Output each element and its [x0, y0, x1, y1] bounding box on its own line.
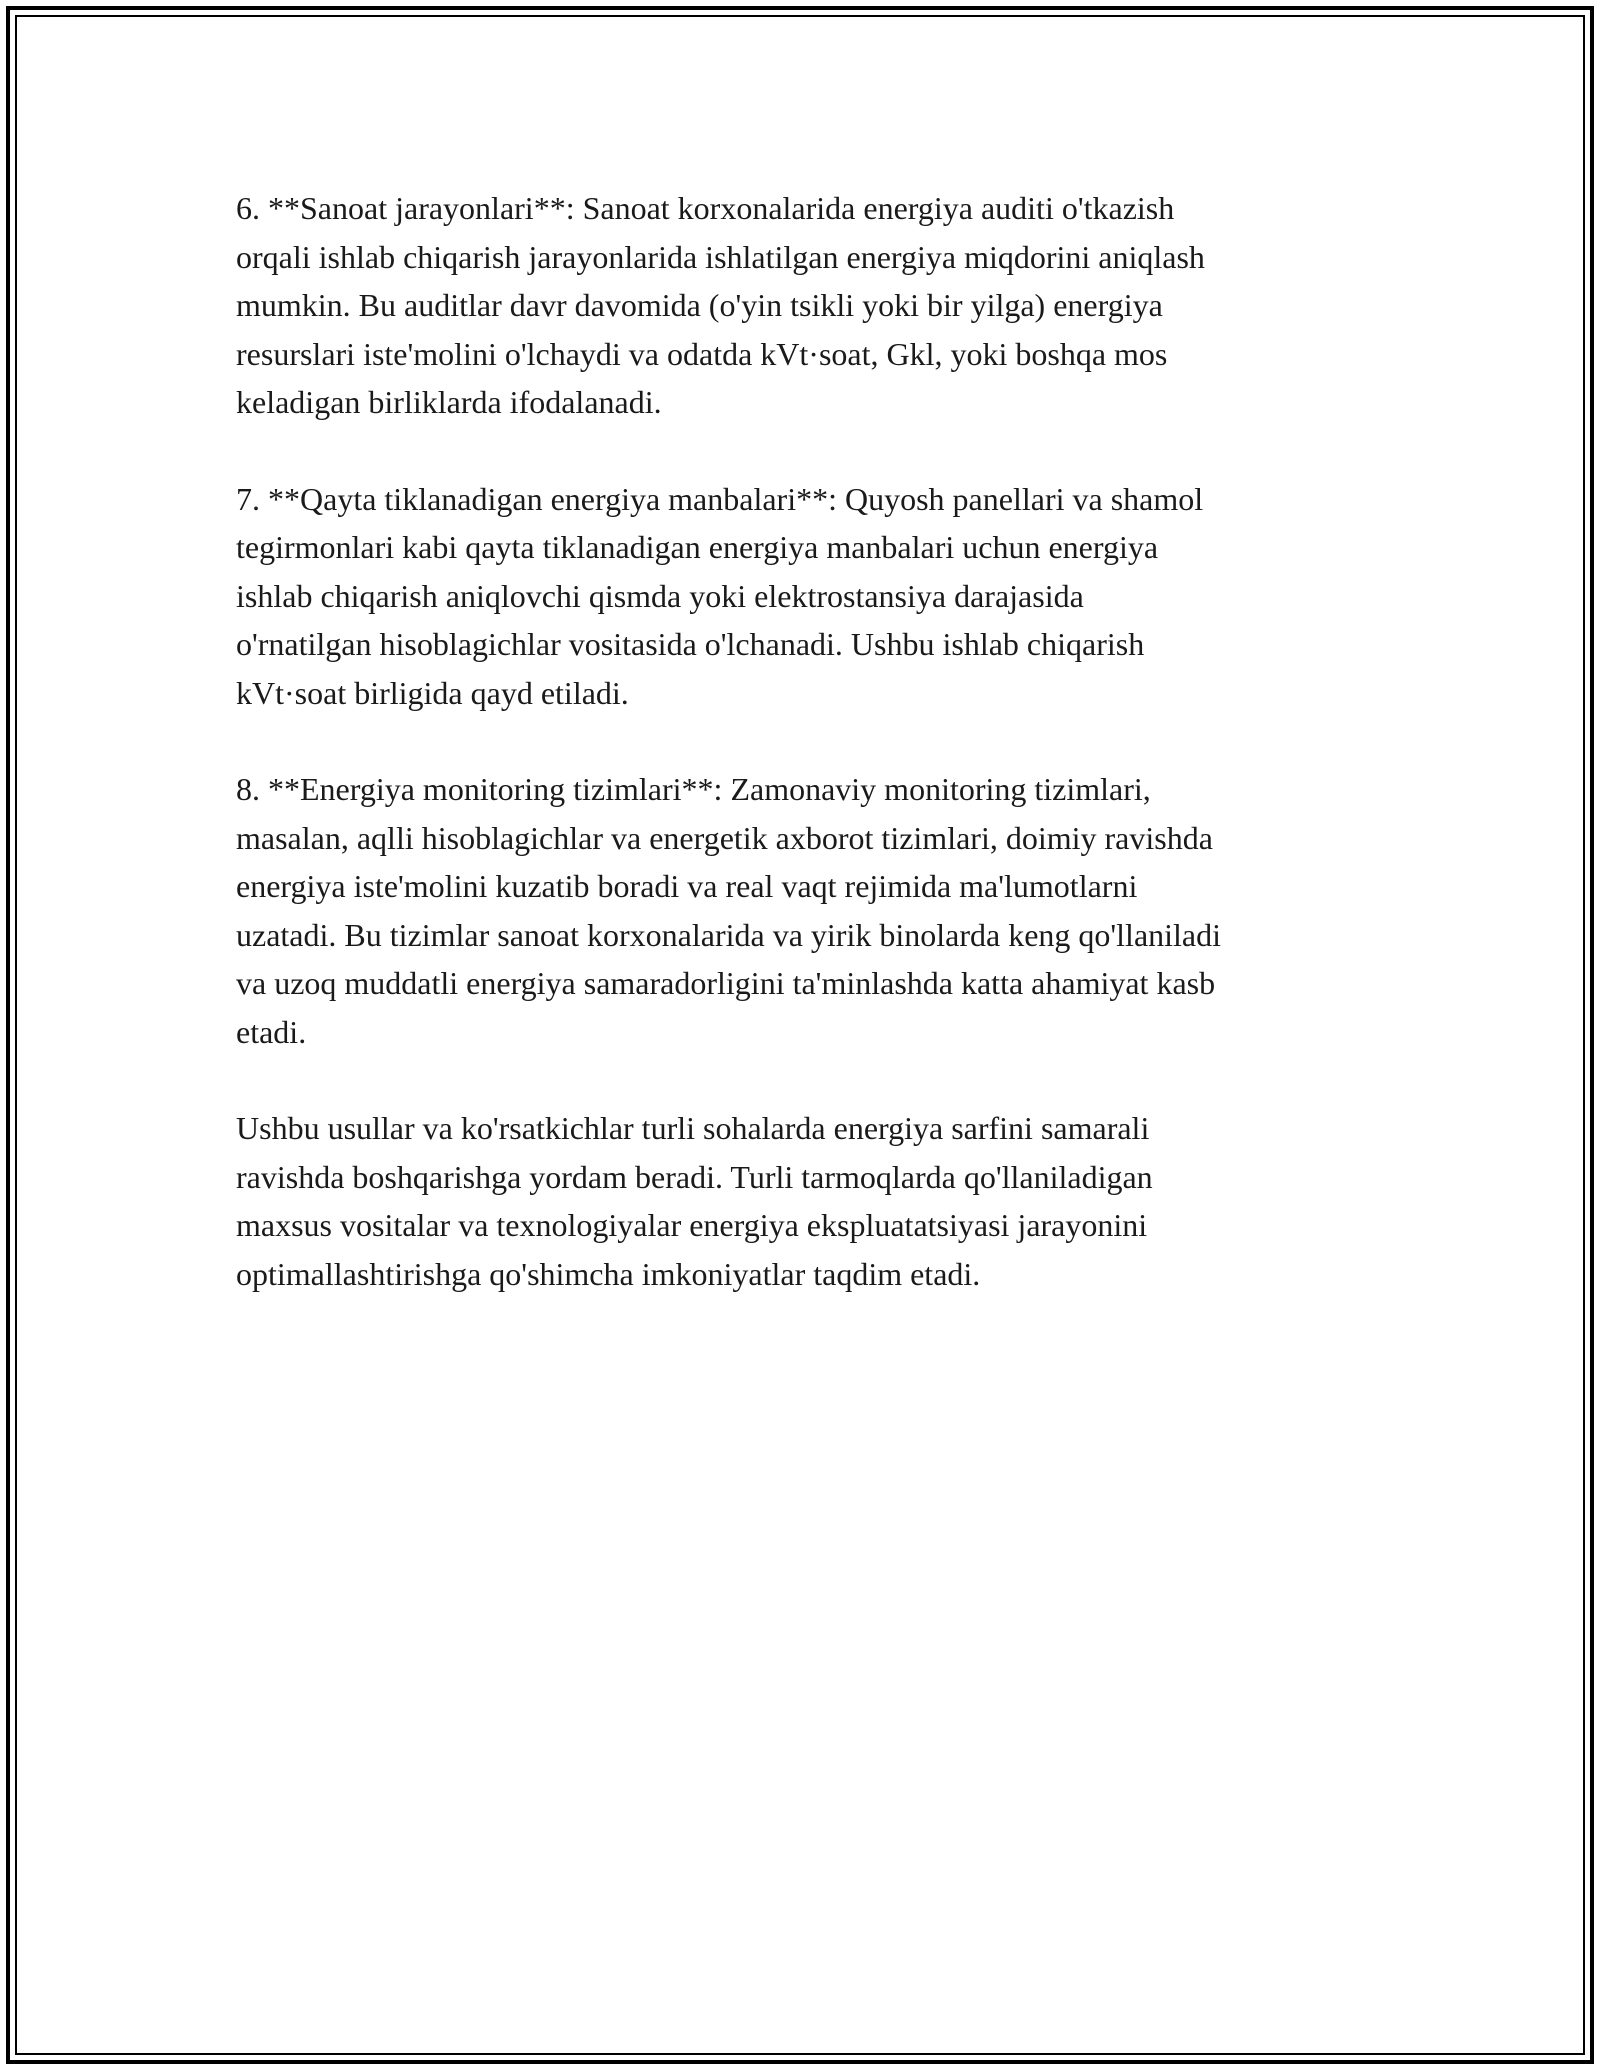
paragraph-conclusion: Ushbu usullar va ko'rsatkichlar turli sohalarda energiya sarfini samarali ravishda boshqarishga yordam beradi. Turli tarmoqlarda qo'llaniladigan maxsus vositalar va texnologiyalar energiya ekspluatatsiyasi jarayonini optimallashtirishga qo'shimcha imkoniyatlar taqdim etadi.: [236, 1110, 1153, 1292]
document-body: [236, 184, 1366, 1346]
paragraph-industrial-processes: 6. **Sanoat jarayonlari**: Sanoat korxonalarida energiya auditi o'tkazish orqali ishlab chiqarish jarayonlarida ishlatilgan energiya miqdorini aniqlash mumkin. Bu auditlar davr davomida (o'yin tsikli yoki bir yilga) energiya resurslari iste'molini o'lchaydi va odatda kVt·soat, Gkl, yoki boshqa mos keladigan birliklarda ifodalanadi.: [236, 190, 1205, 420]
paragraph-energy-monitoring: 8. **Energiya monitoring tizimlari**: Zamonaviy monitoring tizimlari, masalan, aqlli hisoblagichlar va energetik axborot tizimlari, doimiy ravishda energiya iste'molini kuzatib boradi va real vaqt rejimida ma'lumotlarni uzatadi. Bu tizimlar sanoat korxonalarida va yirik binolarda keng qo'llaniladi va uzoq muddatli energiya samaradorligini ta'minlashda katta ahamiyat kasb etadi.: [236, 771, 1222, 1050]
paragraph-renewable-energy: 7. **Qayta tiklanadigan energiya manbalari**: Quyosh panellari va shamol tegirmonlari kabi qayta tiklanadigan energiya manbalari uchun energiya ishlab chiqarish aniqlovchi qismda yoki elektrostansiya darajasida o'rnatilgan hisoblagichlar vositasida o'lchanadi. Ushbu ishlab chiqarish kVt·soat birligida qayd etiladi.: [236, 480, 1204, 711]
